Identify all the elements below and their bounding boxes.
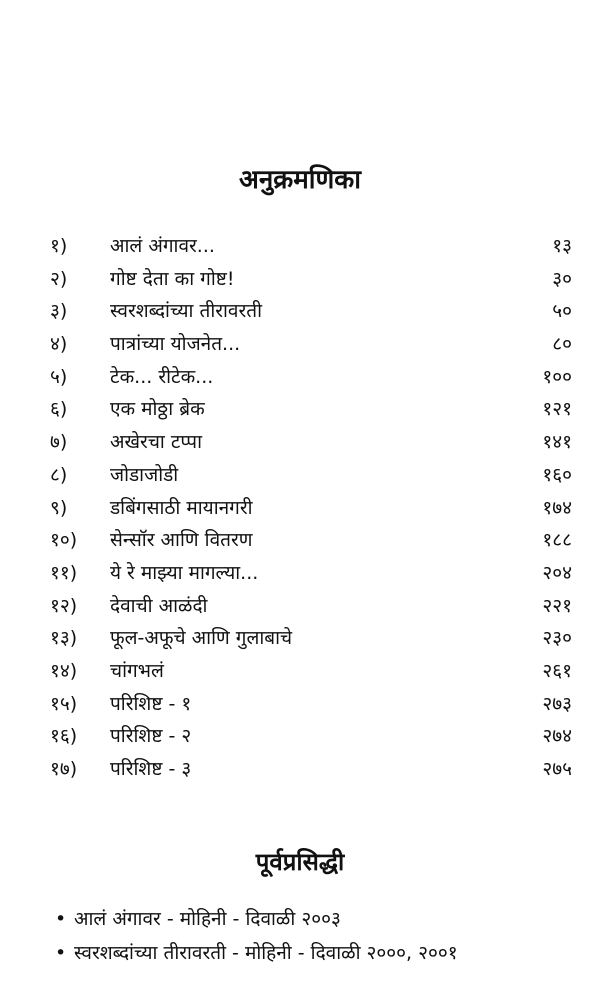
toc-entry-page: २०४ xyxy=(542,561,572,584)
toc-entry-number: ९) xyxy=(50,496,68,519)
toc-entry-number: ६) xyxy=(50,398,68,421)
toc-entry-title: पात्रांच्या योजनेत... xyxy=(110,333,241,356)
toc-entry-page: १३ xyxy=(552,235,572,257)
toc-entry-title: स्वरशब्दांच्या तीरावरती xyxy=(110,300,263,323)
publication-text: स्वरशब्दांच्या तीरावरती - मोहिनी - दिवाळी २०००, २००१ xyxy=(74,942,458,964)
toc-entry-title: परिशिष्ट - २ xyxy=(110,725,192,748)
bullet-icon: • xyxy=(55,908,67,930)
previous-publications-heading: पूर्वप्रसिद्धी xyxy=(255,848,345,876)
toc-entry xyxy=(0,592,600,625)
toc-entry-number: ८) xyxy=(50,463,68,486)
toc-entry-title: ये रे माझ्या मागल्या... xyxy=(110,561,259,584)
toc-entry-number: ७) xyxy=(50,431,68,454)
toc-entry-number: ५) xyxy=(50,365,68,388)
toc-entry-page: ८० xyxy=(552,333,572,356)
toc-entry-page: ३० xyxy=(552,267,572,290)
toc-entry-page: १६० xyxy=(542,463,572,486)
toc-entry-number: १०) xyxy=(50,529,78,552)
toc-entry-title: चांगभलं xyxy=(110,659,164,682)
toc-entry-title: देवाची आळंदी xyxy=(110,594,208,617)
toc-entry xyxy=(0,624,600,657)
toc-entry-title: फूल-अफूचे आणि गुलाबाचे xyxy=(110,627,293,650)
toc-entry-title: सेन्सॉर आणि वितरण xyxy=(110,529,253,552)
toc-entry-title: डबिंगसाठी मायानगरी xyxy=(110,496,253,519)
toc-entry-page: २३० xyxy=(542,627,572,650)
publication-text: आलं अंगावर - मोहिनी - दिवाळी २००३ xyxy=(74,908,341,930)
toc-entry-title: टेक... रीटेक... xyxy=(110,365,214,388)
toc-entry-page: १२१ xyxy=(542,398,572,421)
toc-entry xyxy=(0,690,600,723)
toc-entry xyxy=(0,722,600,755)
toc-entry xyxy=(0,428,600,461)
toc-entry-number: १२) xyxy=(50,594,78,617)
toc-entry xyxy=(0,363,600,396)
toc-entry-page: १०० xyxy=(542,365,572,388)
toc-entry-title: आलं अंगावर... xyxy=(110,235,215,257)
toc-heading: अनुक्रमणिका xyxy=(238,165,362,195)
toc-entry-page: २७३ xyxy=(542,692,572,715)
toc-entry xyxy=(0,330,600,363)
toc-entry xyxy=(0,395,600,428)
toc-entry xyxy=(0,265,600,298)
toc-entry-title: जोडाजोडी xyxy=(110,463,179,486)
toc-entry-title: गोष्ट देता का गोष्ट! xyxy=(110,267,235,290)
toc-entry-number: १७) xyxy=(50,758,78,780)
toc-entry xyxy=(0,657,600,690)
toc-entry-number: ४) xyxy=(50,333,68,356)
toc-entry-page: २२१ xyxy=(542,594,572,617)
toc-entry-number: १५) xyxy=(50,692,78,715)
toc-entry-page: २७४ xyxy=(542,725,572,748)
toc-entry-page: ५० xyxy=(552,300,572,323)
toc-entry xyxy=(0,494,600,527)
toc-entry-page: १४१ xyxy=(542,431,572,454)
toc-entry-number: १) xyxy=(50,235,68,257)
toc-entry xyxy=(0,755,600,788)
bullet-icon: • xyxy=(55,942,67,964)
toc-entry xyxy=(0,232,600,265)
toc-entry-title: अखेरचा टप्पा xyxy=(110,431,202,454)
toc-entry-page: १८८ xyxy=(542,529,572,552)
toc-entry xyxy=(0,559,600,592)
list-item xyxy=(0,905,600,939)
toc-entry-number: ३) xyxy=(50,300,68,323)
toc-entry-number: १६) xyxy=(50,725,78,748)
toc-entry-number: ११) xyxy=(50,561,78,584)
list-item xyxy=(0,939,600,973)
previous-publications-list xyxy=(0,905,600,973)
toc-entry xyxy=(0,526,600,559)
toc-entry xyxy=(0,461,600,494)
toc-list xyxy=(0,232,600,788)
toc-entry-title: एक मोठ्ठा ब्रेक xyxy=(110,398,205,421)
toc-entry-page: १७४ xyxy=(542,496,572,519)
toc-entry-number: १३) xyxy=(50,627,78,650)
toc-entry-title: परिशिष्ट - १ xyxy=(110,692,192,715)
toc-entry-number: २) xyxy=(50,267,68,290)
toc-entry-page: २७५ xyxy=(542,758,572,780)
toc-entry-title: परिशिष्ट - ३ xyxy=(110,758,192,780)
toc-entry-page: २६१ xyxy=(542,659,572,682)
toc-entry xyxy=(0,297,600,330)
toc-entry-number: १४) xyxy=(50,659,78,682)
